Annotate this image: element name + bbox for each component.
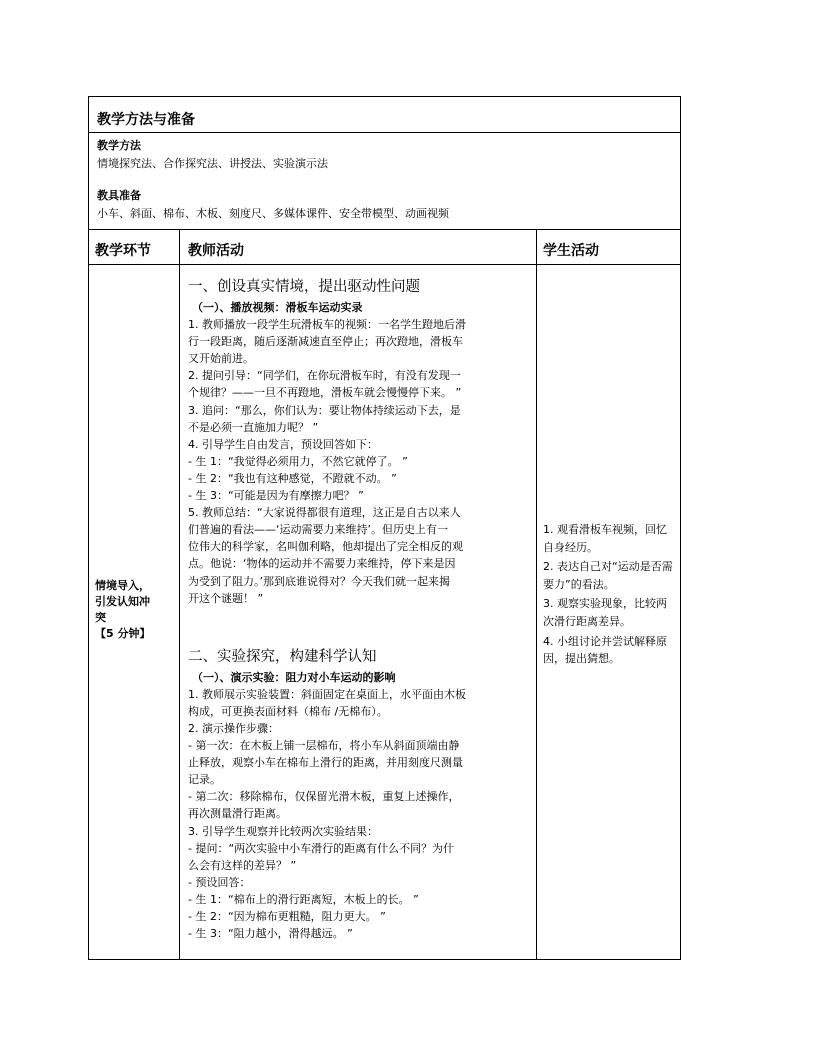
- stage-header: 教学环节: [95, 243, 151, 259]
- prep-info: [89, 133, 680, 229]
- student-line: 4. 小组讨论并尝试解释原因，提出猜想。: [543, 634, 667, 666]
- teacher-header-cell: [180, 230, 537, 265]
- prep-title-row: [89, 97, 681, 133]
- content-row: [89, 265, 681, 960]
- section2-line: 再次测量滑行距离。: [188, 807, 287, 821]
- section1-line: 4. 引导学生自由发言，预设回答如下：: [188, 437, 378, 451]
- method-text: 情境探究法、合作探究法、讲授法、实验演示法: [97, 157, 328, 170]
- section1-line: 不是必须一直施加力呢？ ”: [188, 420, 319, 434]
- section2-line: - 第一次：在木板上铺一层棉布，将小车从斜面顶端由静: [188, 739, 460, 753]
- student-activity: [543, 521, 674, 670]
- stage-label: [89, 578, 179, 642]
- section1-title: 一、创设真实情境，提出驱动性问题: [188, 279, 420, 295]
- section2-line: - 生 3：“阻力越小，滑得越远。 ”: [188, 927, 353, 941]
- section2-line: 构成，可更换表面材料（棉布 /无棉布）。: [188, 704, 388, 718]
- section1-line: 行一段距离，随后逐渐减速直至停止；再次蹬地，滑板车: [188, 335, 463, 349]
- section2-line: 2. 演示操作步骤：: [188, 721, 279, 735]
- section2-line: - 预设回答：: [188, 875, 251, 889]
- stage-cell: [89, 265, 180, 960]
- section1-line: - 生 2：“我也有这种感觉，不蹬就不动。 ”: [188, 471, 397, 485]
- method-label: 教学方法: [97, 139, 141, 152]
- section1-line: 5. 教师总结：“大家说得都很有道理，这正是自古以来人: [188, 506, 461, 520]
- student-cell: [537, 265, 681, 960]
- prep-title: 教学方法与准备: [97, 112, 195, 128]
- section1-line: 为受到了阻力。’那到底谁说得对？今天我们就一起来揭: [188, 574, 450, 588]
- section2-line: 1. 教师展示实验装置：斜面固定在桌面上，水平面由木板: [188, 687, 466, 701]
- section1-line: - 生 3：“可能是因为有摩擦力吧？ ”: [188, 489, 364, 503]
- tools-label: 教具准备: [97, 189, 141, 202]
- section2-line: 止释放，观察小车在棉布上滑行的距离，并用刻度尺测量: [188, 756, 463, 770]
- student-line: 3. 观察实验现象，比较两次滑行距离差异。: [543, 597, 667, 628]
- section1-body: [188, 316, 530, 607]
- tools-text: 小车、斜面、棉布、木板、刻度尺、多媒体课件、安全带模型、动画视频: [97, 207, 449, 220]
- stage-line-2: 引发认知冲: [95, 595, 150, 608]
- section2-title: 二、实验探究，构建科学认知: [188, 648, 377, 665]
- section1-line: 开这个谜题！ ”: [188, 591, 264, 605]
- section2-line: - 提问：“两次实验中小车滑行的距离有什么不同？为什: [188, 841, 455, 855]
- section2-line: - 生 2：“因为棉布更粗糙，阻力更大。 ”: [188, 910, 386, 923]
- section2-line: - 第二次：移除棉布，仅保留光滑木板，重复上述操作，: [188, 790, 460, 804]
- section1-line: 点。他说：‘物体的运动并不需要力来维持，停下来是因: [188, 557, 456, 571]
- column-header-row: [89, 230, 681, 265]
- student-header-cell: [537, 230, 681, 265]
- section1-subtitle: （一）、播放视频：滑板车运动实录: [192, 301, 363, 314]
- section1-line: 1. 教师播放一段学生玩滑板车的视频：一名学生蹬地后滑: [188, 318, 466, 332]
- stage-header-cell: [89, 230, 180, 265]
- section2-line: 么会有这样的差异？ ”: [188, 858, 297, 872]
- prep-info-cell: [89, 133, 681, 230]
- student-line: 2. 表达自己对“运动是否需要力”的看法。: [543, 560, 673, 591]
- section2-line: 3. 引导学生观察并比较两次实验结果：: [188, 824, 378, 838]
- teacher-header: 教师活动: [188, 243, 244, 259]
- student-line: 1. 观看滑板车视频，回忆自身经历。: [543, 523, 667, 554]
- section1-line: 2. 提问引导：“同学们，在你玩滑板车时，有没有发现一: [188, 369, 461, 383]
- teacher-cell: [180, 265, 537, 960]
- stage-duration: 【5 分钟】: [95, 627, 151, 640]
- section1-line: 个规律？——一旦不再蹬地，滑板车就会慢慢停下来。 ”: [188, 386, 462, 400]
- lesson-plan-table: [88, 96, 681, 960]
- prep-info-row: [89, 133, 681, 230]
- stage-line-1: 情境导入，: [95, 579, 150, 592]
- teacher-activity: [180, 265, 536, 959]
- section2-line: 记录。: [188, 773, 221, 787]
- section1-line: 们普遍的看法——‘运动需要力来维持’。但历史上有一: [188, 523, 448, 537]
- section1-line: 位伟大的科学家，名叫伽利略，他却提出了完全相反的观: [188, 540, 463, 554]
- section2-body: [188, 686, 530, 942]
- prep-title-cell: [89, 97, 681, 133]
- section2-subtitle: （一）、演示实验：阻力对小车运动的影响: [192, 670, 396, 684]
- stage-line-3: 突: [95, 611, 106, 624]
- student-header: 学生活动: [543, 243, 599, 259]
- lesson-plan-sheet: [88, 96, 680, 960]
- section2-line: - 生 1：“棉布上的滑行距离短，木板上的长。 ”: [188, 892, 419, 906]
- section1-line: - 生 1：“我觉得必须用力，不然它就停了。 ”: [188, 454, 408, 468]
- section1-line: 又开始前进。: [188, 352, 254, 366]
- section1-line: 3. 追问：“那么，你们认为：要让物体持续运动下去，是: [188, 403, 461, 417]
